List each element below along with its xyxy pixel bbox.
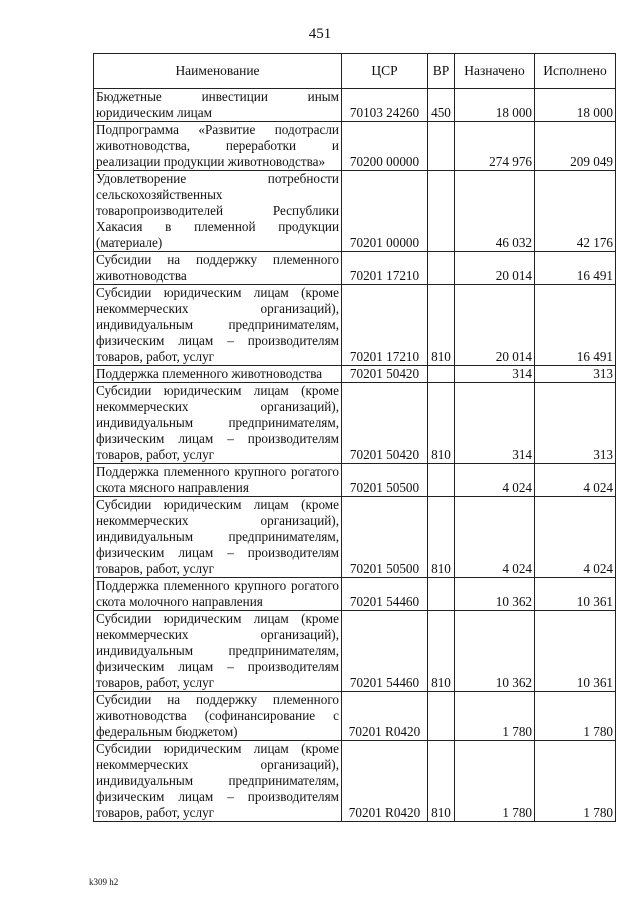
row-executed: 10 361	[535, 578, 616, 611]
row-vr	[428, 692, 455, 741]
header-name: Наименование	[94, 54, 342, 89]
row-executed: 1 780	[535, 741, 616, 822]
table-row	[94, 122, 616, 171]
row-name: Подпрограмма «Развитие подотрасли животноводства, переработки и реализации продукции животноводства»	[94, 122, 342, 171]
row-csr: 70201 17210	[342, 285, 428, 366]
row-planned: 18 000	[455, 89, 535, 122]
row-name: Бюджетные инвестиции иным юридическим лицам	[94, 89, 342, 122]
table-row	[94, 611, 616, 692]
table-row	[94, 692, 616, 741]
row-planned: 4 024	[455, 497, 535, 578]
row-name: Поддержка племенного крупного рогатого скота мясного направления	[94, 464, 342, 497]
row-name: Субсидии юридическим лицам (кроме некоммерческих организаций), индивидуальным предпринимателям, физическим лицам – производителям товаров, работ, услуг	[94, 611, 342, 692]
row-executed: 4 024	[535, 497, 616, 578]
row-planned: 314	[455, 383, 535, 464]
row-csr: 70201 54460	[342, 611, 428, 692]
row-csr: 70201 50500	[342, 464, 428, 497]
row-csr: 70201 00000	[342, 171, 428, 252]
row-planned: 4 024	[455, 464, 535, 497]
row-vr: 810	[428, 285, 455, 366]
row-planned: 274 976	[455, 122, 535, 171]
row-name: Субсидии на поддержку племенного животноводства	[94, 252, 342, 285]
row-name: Поддержка племенного крупного рогатого скота молочного направления	[94, 578, 342, 611]
row-csr: 70201 17210	[342, 252, 428, 285]
row-executed: 16 491	[535, 285, 616, 366]
footer-code: k309 h2	[89, 877, 119, 887]
table-row	[94, 366, 616, 383]
header-executed: Исполнено	[535, 54, 616, 89]
row-planned: 1 780	[455, 741, 535, 822]
header-vr: ВР	[428, 54, 455, 89]
row-executed: 313	[535, 366, 616, 383]
row-name: Субсидии юридическим лицам (кроме некоммерческих организаций), индивидуальным предпринимателям, физическим лицам – производителям товаров, работ, услуг	[94, 497, 342, 578]
row-name: Поддержка племенного животноводства	[94, 366, 342, 383]
table-row	[94, 497, 616, 578]
row-vr	[428, 464, 455, 497]
row-planned: 314	[455, 366, 535, 383]
row-executed: 209 049	[535, 122, 616, 171]
row-csr: 70201 R0420	[342, 741, 428, 822]
table-row	[94, 464, 616, 497]
row-vr: 810	[428, 611, 455, 692]
row-vr	[428, 578, 455, 611]
row-vr	[428, 366, 455, 383]
row-csr: 70201 50420	[342, 366, 428, 383]
row-csr: 70201 54460	[342, 578, 428, 611]
page-number: 451	[308, 26, 332, 42]
table-row	[94, 171, 616, 252]
row-planned: 46 032	[455, 171, 535, 252]
row-executed: 4 024	[535, 464, 616, 497]
table-header-row	[94, 54, 616, 89]
budget-table	[93, 53, 616, 822]
row-csr: 70200 00000	[342, 122, 428, 171]
row-vr: 810	[428, 497, 455, 578]
row-vr: 450	[428, 89, 455, 122]
row-planned: 10 362	[455, 578, 535, 611]
row-name: Субсидии юридическим лицам (кроме некоммерческих организаций), индивидуальным предпринимателям, физическим лицам – производителям товаров, работ, услуг	[94, 383, 342, 464]
header-planned: Назначено	[455, 54, 535, 89]
header-csr: ЦСР	[342, 54, 428, 89]
row-executed: 1 780	[535, 692, 616, 741]
row-planned: 10 362	[455, 611, 535, 692]
table-row	[94, 741, 616, 822]
table-row	[94, 252, 616, 285]
row-name: Субсидии юридическим лицам (кроме некоммерческих организаций), индивидуальным предпринимателям, физическим лицам – производителям товаров, работ, услуг	[94, 285, 342, 366]
row-vr: 810	[428, 383, 455, 464]
row-planned: 20 014	[455, 252, 535, 285]
row-planned: 1 780	[455, 692, 535, 741]
row-csr: 70201 R0420	[342, 692, 428, 741]
row-executed: 18 000	[535, 89, 616, 122]
row-csr: 70201 50500	[342, 497, 428, 578]
row-vr	[428, 171, 455, 252]
table-row	[94, 89, 616, 122]
table-row	[94, 285, 616, 366]
row-csr: 70103 24260	[342, 89, 428, 122]
table-row	[94, 383, 616, 464]
row-vr	[428, 252, 455, 285]
row-planned: 20 014	[455, 285, 535, 366]
row-executed: 313	[535, 383, 616, 464]
row-name: Субсидии на поддержку племенного животноводства (софинансирование с федеральным бюджетом)	[94, 692, 342, 741]
row-name: Удовлетворение потребности сельскохозяйственных товаропроизводителей Республики Хакасия в племенной продукции (материале)	[94, 171, 342, 252]
row-csr: 70201 50420	[342, 383, 428, 464]
row-vr: 810	[428, 741, 455, 822]
row-executed: 10 361	[535, 611, 616, 692]
row-executed: 16 491	[535, 252, 616, 285]
table-row	[94, 578, 616, 611]
row-executed: 42 176	[535, 171, 616, 252]
row-vr	[428, 122, 455, 171]
row-name: Субсидии юридическим лицам (кроме некоммерческих организаций), индивидуальным предпринимателям, физическим лицам – производителям товаров, работ, услуг	[94, 741, 342, 822]
